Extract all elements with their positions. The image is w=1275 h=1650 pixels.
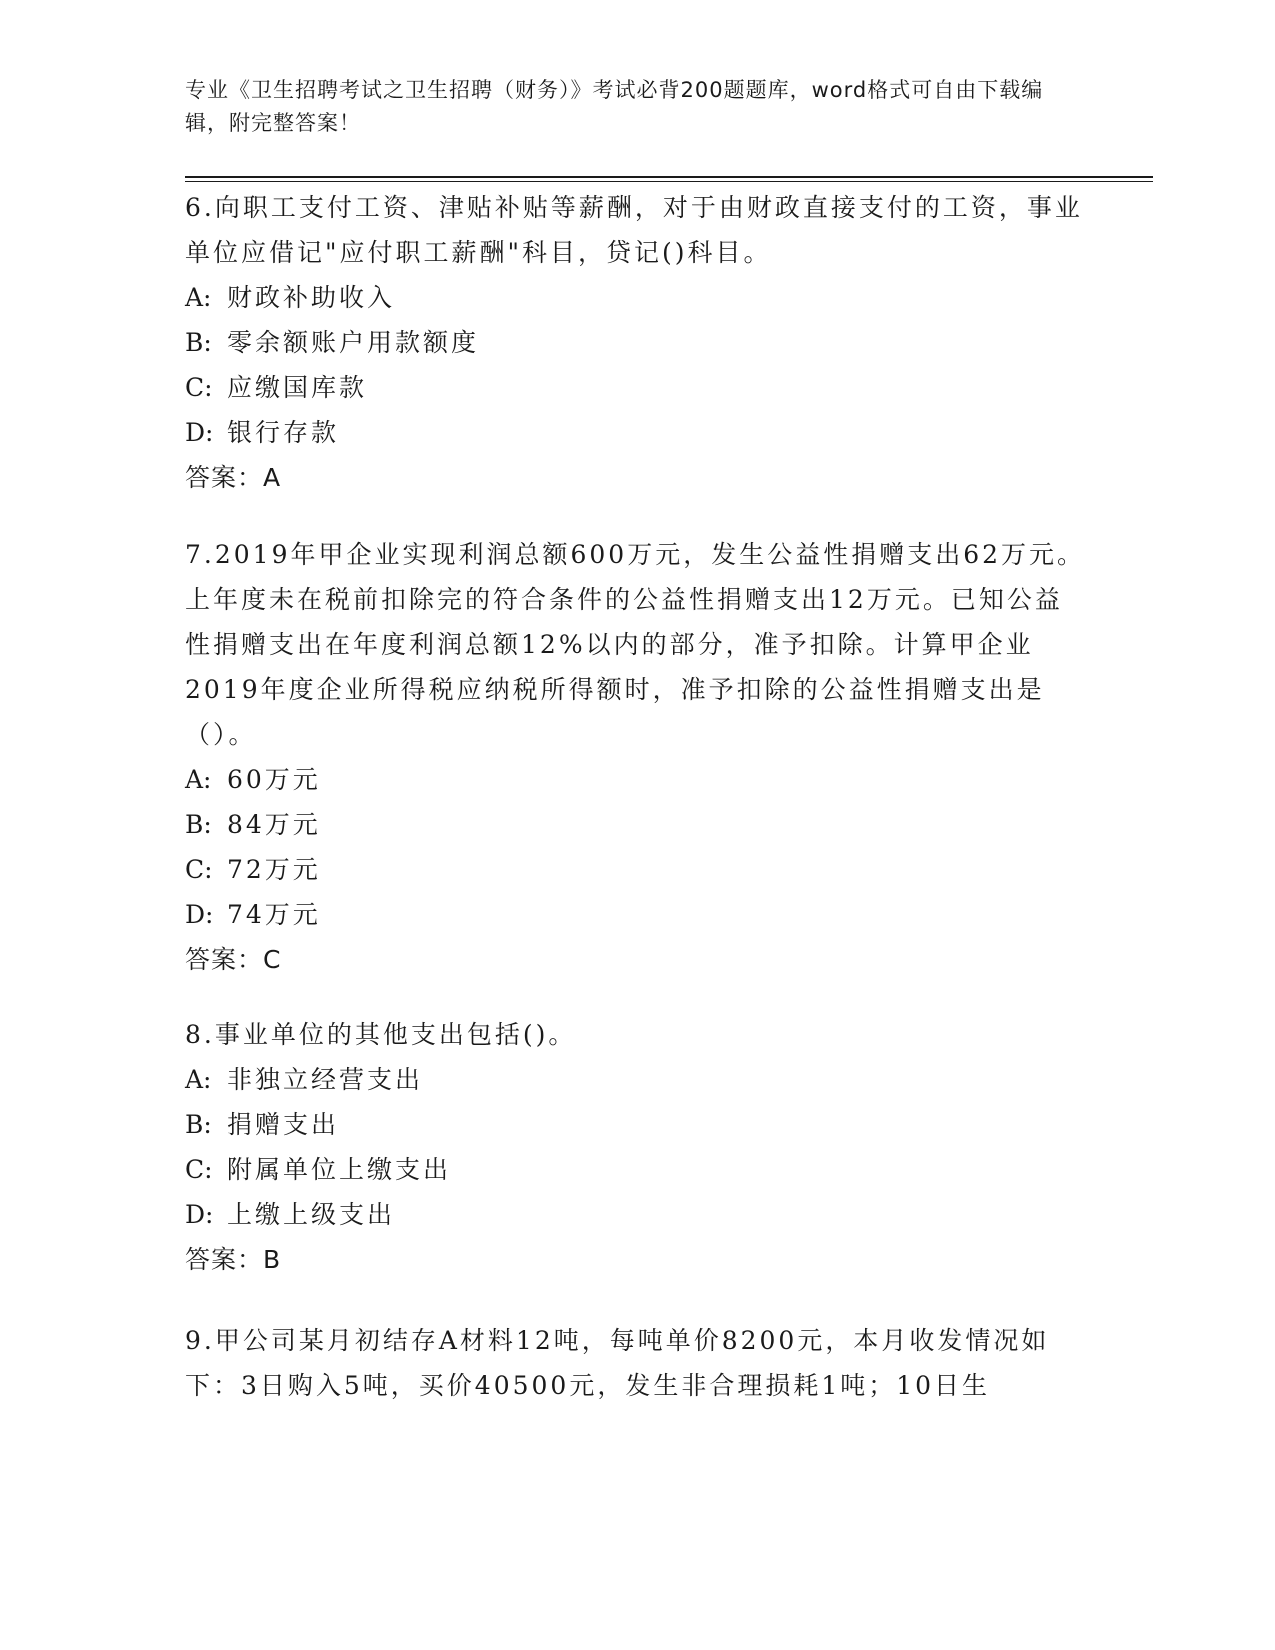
option-key: D: (185, 418, 214, 447)
option-key: A: (185, 1065, 212, 1094)
question-text: 9.甲公司某月初结存A材料12吨，每吨单价8200元，本月收发情况如下：3日购入5吨，买价40500元，发生非合理损耗1吨；10日生 (185, 1326, 1050, 1400)
option-key: C: (185, 1155, 213, 1184)
question-text: 8.事业单位的其他支出包括()。 (185, 1020, 577, 1049)
option-c (185, 847, 1085, 892)
option-text: 附属单位上缴支出 (227, 1155, 452, 1184)
question-6 (185, 185, 1085, 500)
question-text: 7.2019年甲企业实现利润总额600万元，发生公益性捐赠支出62万元。上年度未在税前扣除完的符合条件的公益性捐赠支出12万元。已知公益性捐赠支出在年度利润总额12%以内的部分，准予扣除。计算甲企业2019年度企业所得税应纳税所得额时，准予扣除的公益性捐赠支出是（）。 (185, 540, 1086, 749)
option-text: 银行存款 (227, 418, 340, 447)
question-text: 6.向职工支付工资、津贴补贴等薪酬，对于由财政直接支付的工资，事业单位应借记"应付职工薪酬"科目，贷记()科目。 (185, 193, 1083, 267)
option-key: B: (185, 810, 212, 839)
option-c (185, 1147, 1085, 1192)
option-a (185, 275, 1085, 320)
option-b (185, 1102, 1085, 1147)
option-key: D: (185, 900, 214, 929)
option-text: 74万元 (227, 900, 321, 929)
option-text: 应缴国库款 (227, 373, 368, 402)
option-text: 捐赠支出 (227, 1110, 340, 1139)
option-key: A: (185, 283, 212, 312)
option-a (185, 757, 1085, 802)
option-key: B: (185, 328, 212, 357)
option-text: 财政补助收入 (227, 283, 396, 312)
header-divider-thin (185, 181, 1153, 182)
answer-label: 答案：B (185, 1245, 282, 1274)
question-8 (185, 1012, 1085, 1282)
option-b (185, 320, 1085, 365)
option-a (185, 1057, 1085, 1102)
option-b (185, 802, 1085, 847)
option-d (185, 1192, 1085, 1237)
option-d (185, 892, 1085, 937)
question-9 (185, 1318, 1085, 1408)
option-text: 72万元 (227, 855, 321, 884)
answer-label: 答案：A (185, 463, 282, 492)
question-7 (185, 532, 1085, 982)
option-key: B: (185, 1110, 212, 1139)
answer-label: 答案：C (185, 945, 282, 974)
option-d (185, 410, 1085, 455)
option-key: A: (185, 765, 212, 794)
option-key: C: (185, 855, 213, 884)
option-key: D: (185, 1200, 214, 1229)
option-text: 非独立经营支出 (227, 1065, 424, 1094)
option-c (185, 365, 1085, 410)
option-text: 上缴上级支出 (227, 1200, 396, 1229)
option-text: 84万元 (227, 810, 321, 839)
document-header: 专业《卫生招聘考试之卫生招聘（财务）》考试必背200题题库，word格式可自由下载编辑，附完整答案！ (185, 78, 1044, 135)
option-text: 零余额账户用款额度 (227, 328, 480, 357)
option-text: 60万元 (227, 765, 321, 794)
header-divider-thick (185, 176, 1153, 178)
option-key: C: (185, 373, 213, 402)
